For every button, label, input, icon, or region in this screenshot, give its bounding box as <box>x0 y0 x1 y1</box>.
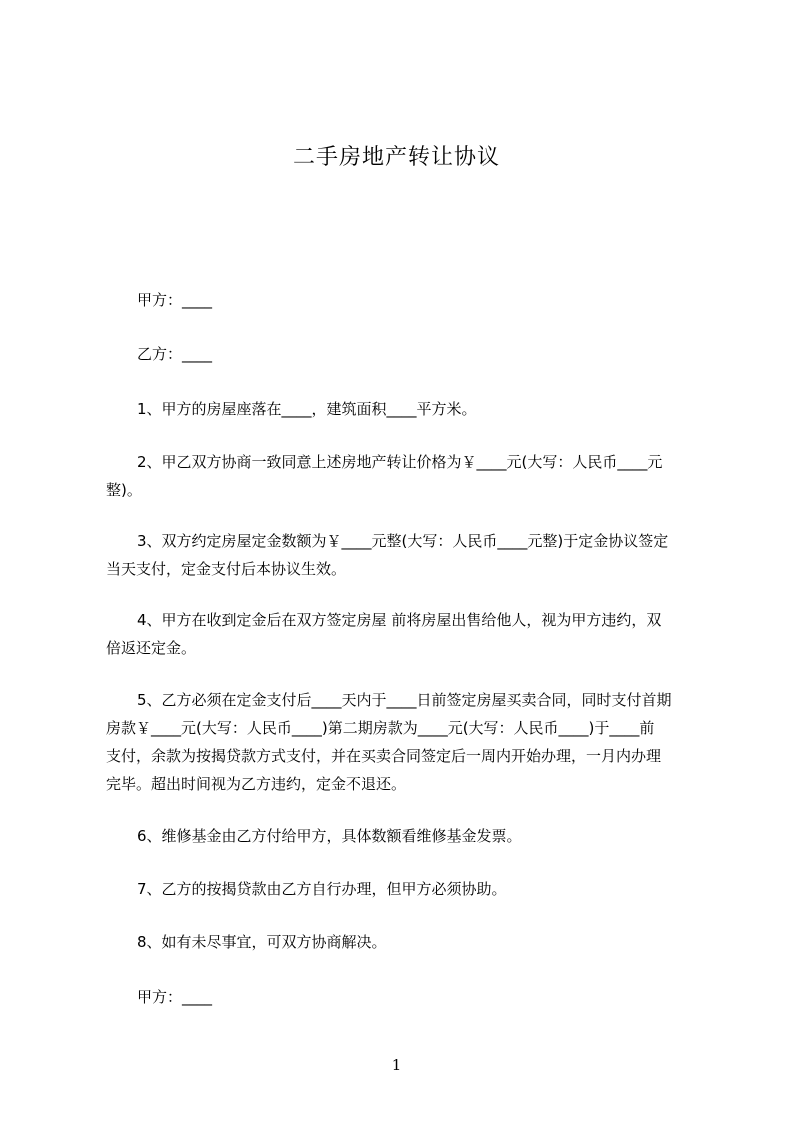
party-b-field: 乙方：____ <box>137 345 213 363</box>
clause-6: 6、维修基金由乙方付给甲方，具体数额看维修基金发票。 <box>137 827 522 845</box>
party-a-field: 甲方：____ <box>137 291 213 309</box>
document-title: 二手房地产转让协议 <box>292 145 500 170</box>
clause-2-line-1: 2、甲乙双方协商一致同意上述房地产转让价格为￥____元(大写：人民币____元 <box>137 453 663 471</box>
clause-5-line-3: 支付，余款为按揭贷款方式支付，并在买卖合同签定后一周内开始办理，一月内办理 <box>106 747 662 765</box>
clause-3-line-1: 3、双方约定房屋定金数额为￥____元整(大写：人民币____元整)于定金协议签定 <box>137 532 669 550</box>
clause-8: 8、如有未尽事宜，可双方协商解决。 <box>137 933 387 951</box>
clause-2-line-2: 整)。 <box>106 481 142 499</box>
clause-5-line-4: 完毕。超出时间视为乙方违约，定金不退还。 <box>106 775 407 793</box>
clause-1: 1、甲方的房屋座落在____，建筑面积____平方米。 <box>137 400 477 418</box>
party-a-signature-field: 甲方：____ <box>137 988 213 1006</box>
clause-3-line-2: 当天支付，定金支付后本协议生效。 <box>106 560 347 578</box>
clause-7: 7、乙方的按揭贷款由乙方自行办理，但甲方必须协助。 <box>137 880 507 898</box>
page-number: 1 <box>391 1056 402 1074</box>
clause-5-line-1: 5、乙方必须在定金支付后____天内于____日前签定房屋买卖合同，同时支付首期 <box>137 691 672 709</box>
clause-4-line-2: 倍返还定金。 <box>106 639 197 657</box>
clause-5-line-2: 房款￥____元(大写：人民币____)第二期房款为____元(大写：人民币____)于____前 <box>106 719 655 737</box>
clause-4-line-1: 4、甲方在收到定金后在双方签定房屋 前将房屋出售给他人，视为甲方违约，双 <box>137 611 662 629</box>
